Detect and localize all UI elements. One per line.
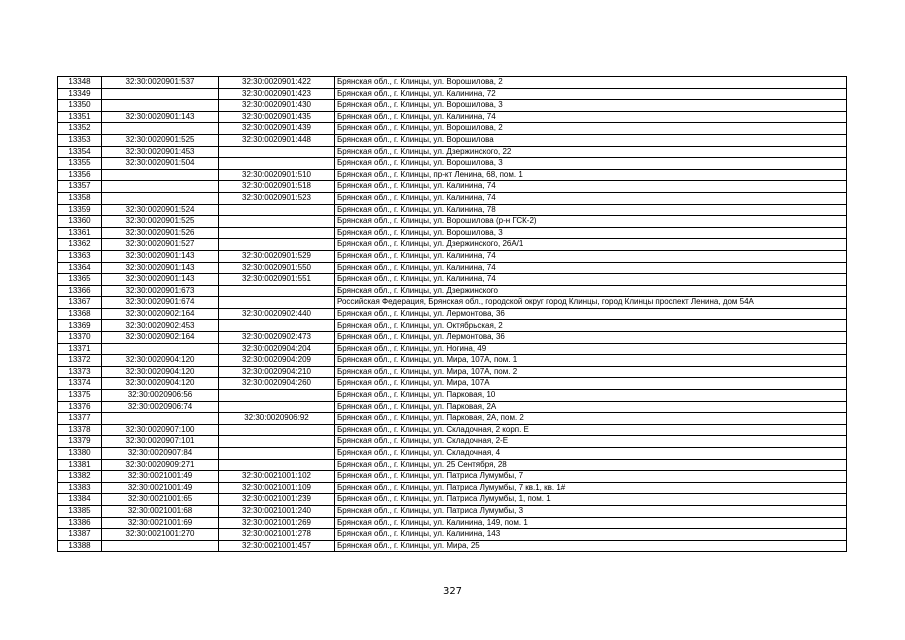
address-cell: Брянская обл., г. Клинцы, ул. Парковая, 2А — [335, 401, 847, 413]
related-cadastral-number-cell: 32:30:0021001:240 — [219, 505, 335, 517]
address-cell: Брянская обл., г. Клинцы, ул. Патриса Лумумбы, 7 — [335, 471, 847, 483]
row-number-cell: 13375 — [58, 390, 102, 402]
table-row — [58, 285, 847, 297]
cadastral-number-cell: 32:30:0020904:120 — [102, 378, 219, 390]
row-number-cell: 13362 — [58, 239, 102, 251]
address-cell: Брянская обл., г. Клинцы, ул. Калинина, 143 — [335, 529, 847, 541]
related-cadastral-number-cell — [219, 146, 335, 158]
cadastral-number-cell: 32:30:0020907:101 — [102, 436, 219, 448]
table-row — [58, 77, 847, 89]
row-number-cell: 13366 — [58, 285, 102, 297]
cadastral-number-cell: 32:30:0020901:527 — [102, 239, 219, 251]
row-number-cell: 13358 — [58, 192, 102, 204]
related-cadastral-number-cell — [219, 448, 335, 460]
address-cell: Брянская обл., г. Клинцы, ул. Ворошилова, 3 — [335, 227, 847, 239]
related-cadastral-number-cell: 32:30:0020901:518 — [219, 181, 335, 193]
table-row — [58, 227, 847, 239]
row-number-cell: 13388 — [58, 540, 102, 552]
related-cadastral-number-cell: 32:30:0020901:550 — [219, 262, 335, 274]
related-cadastral-number-cell: 32:30:0020904:209 — [219, 355, 335, 367]
address-cell: Брянская обл., г. Клинцы, ул. Калинина, 72 — [335, 88, 847, 100]
row-number-cell: 13355 — [58, 158, 102, 170]
table-row — [58, 297, 847, 309]
table-row — [58, 169, 847, 181]
related-cadastral-number-cell — [219, 459, 335, 471]
row-number-cell: 13349 — [58, 88, 102, 100]
row-number-cell: 13386 — [58, 517, 102, 529]
related-cadastral-number-cell: 32:30:0020901:435 — [219, 111, 335, 123]
table-row — [58, 181, 847, 193]
table-row — [58, 413, 847, 425]
address-cell: Брянская обл., г. Клинцы, ул. Мира, 107А, пом. 2 — [335, 366, 847, 378]
related-cadastral-number-cell — [219, 285, 335, 297]
related-cadastral-number-cell — [219, 436, 335, 448]
table-row — [58, 192, 847, 204]
cadastral-number-cell: 32:30:0020909:271 — [102, 459, 219, 471]
related-cadastral-number-cell: 32:30:0020904:204 — [219, 343, 335, 355]
cadastral-number-cell: 32:30:0021001:68 — [102, 505, 219, 517]
related-cadastral-number-cell: 32:30:0020904:210 — [219, 366, 335, 378]
cadastral-number-cell: 32:30:0020907:84 — [102, 448, 219, 460]
address-cell: Брянская обл., г. Клинцы, ул. Ворошилова, 3 — [335, 158, 847, 170]
row-number-cell: 13352 — [58, 123, 102, 135]
table-row — [58, 204, 847, 216]
related-cadastral-number-cell: 32:30:0020904:260 — [219, 378, 335, 390]
address-cell: Брянская обл., г. Клинцы, ул. Складочная, 2-Е — [335, 436, 847, 448]
table-row — [58, 100, 847, 112]
row-number-cell: 13348 — [58, 77, 102, 89]
related-cadastral-number-cell: 32:30:0020901:529 — [219, 250, 335, 262]
address-cell: Брянская обл., г. Клинцы, ул. Дзержинского — [335, 285, 847, 297]
row-number-cell: 13359 — [58, 204, 102, 216]
related-cadastral-number-cell — [219, 401, 335, 413]
table-row — [58, 158, 847, 170]
address-cell: Брянская обл., г. Клинцы, ул. Мира, 107А, пом. 1 — [335, 355, 847, 367]
table-row — [58, 320, 847, 332]
cadastral-number-cell: 32:30:0020901:674 — [102, 297, 219, 309]
cadastral-number-cell: 32:30:0020907:100 — [102, 424, 219, 436]
address-cell: Брянская обл., г. Клинцы, ул. Мира, 107А — [335, 378, 847, 390]
related-cadastral-number-cell: 32:30:0021001:102 — [219, 471, 335, 483]
related-cadastral-number-cell: 32:30:0020901:551 — [219, 274, 335, 286]
address-cell: Брянская обл., г. Клинцы, ул. Складочная, 4 — [335, 448, 847, 460]
table-row — [58, 459, 847, 471]
row-number-cell: 13351 — [58, 111, 102, 123]
cadastral-number-cell: 32:30:0021001:49 — [102, 482, 219, 494]
cadastral-number-cell: 32:30:0020902:453 — [102, 320, 219, 332]
row-number-cell: 13380 — [58, 448, 102, 460]
address-cell: Брянская обл., г. Клинцы, ул. Ворошилова, 2 — [335, 123, 847, 135]
row-number-cell: 13371 — [58, 343, 102, 355]
cadastral-number-cell: 32:30:0020904:120 — [102, 355, 219, 367]
address-cell: Брянская обл., г. Клинцы, ул. Калинина, 149, пом. 1 — [335, 517, 847, 529]
address-cell: Брянская обл., г. Клинцы, ул. Лермонтова, 36 — [335, 332, 847, 344]
cadastral-number-cell: 32:30:0020901:526 — [102, 227, 219, 239]
related-cadastral-number-cell — [219, 320, 335, 332]
cadastral-number-cell: 32:30:0020901:143 — [102, 262, 219, 274]
cadastral-number-cell — [102, 100, 219, 112]
cadastral-number-cell: 32:30:0020904:120 — [102, 366, 219, 378]
related-cadastral-number-cell — [219, 297, 335, 309]
row-number-cell: 13368 — [58, 308, 102, 320]
address-cell: Брянская обл., г. Клинцы, ул. Калинина, 74 — [335, 250, 847, 262]
cadastral-number-cell: 32:30:0021001:69 — [102, 517, 219, 529]
address-cell: Брянская обл., г. Клинцы, ул. Ворошилова, 3 — [335, 100, 847, 112]
address-cell: Брянская обл., г. Клинцы, ул. Парковая, 10 — [335, 390, 847, 402]
related-cadastral-number-cell: 32:30:0021001:239 — [219, 494, 335, 506]
cadastral-number-cell: 32:30:0020901:673 — [102, 285, 219, 297]
table-row — [58, 343, 847, 355]
related-cadastral-number-cell: 32:30:0020901:448 — [219, 134, 335, 146]
row-number-cell: 13372 — [58, 355, 102, 367]
address-cell: Брянская обл., г. Клинцы, ул. Патриса Лумумбы, 3 — [335, 505, 847, 517]
row-number-cell: 13387 — [58, 529, 102, 541]
cadastral-number-cell — [102, 192, 219, 204]
page-number: 327 — [442, 586, 463, 597]
table-row — [58, 378, 847, 390]
address-cell: Российская Федерация, Брянская обл., городской округ город Клинцы, город Клинцы проспект Ленина, дом 54А — [335, 297, 847, 309]
address-cell: Брянская обл., г. Клинцы, ул. Мира, 25 — [335, 540, 847, 552]
cadastral-number-cell — [102, 88, 219, 100]
row-number-cell: 13367 — [58, 297, 102, 309]
table-row — [58, 517, 847, 529]
row-number-cell: 13377 — [58, 413, 102, 425]
row-number-cell: 13376 — [58, 401, 102, 413]
row-number-cell: 13378 — [58, 424, 102, 436]
row-number-cell: 13385 — [58, 505, 102, 517]
table-row — [58, 540, 847, 552]
cadastral-number-cell: 32:30:0020902:164 — [102, 332, 219, 344]
row-number-cell: 13384 — [58, 494, 102, 506]
related-cadastral-number-cell: 32:30:0021001:457 — [219, 540, 335, 552]
related-cadastral-number-cell: 32:30:0020901:510 — [219, 169, 335, 181]
row-number-cell: 13350 — [58, 100, 102, 112]
cadastral-number-cell — [102, 181, 219, 193]
table-row — [58, 274, 847, 286]
table-row — [58, 471, 847, 483]
related-cadastral-number-cell: 32:30:0020901:523 — [219, 192, 335, 204]
address-cell: Брянская обл., г. Клинцы, ул. Ворошилова (р-н ГСК-2) — [335, 216, 847, 228]
address-cell: Брянская обл., г. Клинцы, ул. Патриса Лумумбы, 1, пом. 1 — [335, 494, 847, 506]
row-number-cell: 13353 — [58, 134, 102, 146]
related-cadastral-number-cell: 32:30:0020906:92 — [219, 413, 335, 425]
table-row — [58, 134, 847, 146]
cadastral-number-cell: 32:30:0020901:453 — [102, 146, 219, 158]
row-number-cell: 13364 — [58, 262, 102, 274]
row-number-cell: 13373 — [58, 366, 102, 378]
row-number-cell: 13365 — [58, 274, 102, 286]
table-row — [58, 366, 847, 378]
row-number-cell: 13374 — [58, 378, 102, 390]
cadastral-number-cell: 32:30:0020901:525 — [102, 216, 219, 228]
related-cadastral-number-cell: 32:30:0020901:439 — [219, 123, 335, 135]
table-row — [58, 250, 847, 262]
address-cell: Брянская обл., г. Клинцы, пр-кт Ленина, 68, пом. 1 — [335, 169, 847, 181]
table-row — [58, 216, 847, 228]
row-number-cell: 13354 — [58, 146, 102, 158]
table-row — [58, 448, 847, 460]
cadastral-number-cell: 32:30:0020901:504 — [102, 158, 219, 170]
cadastral-number-cell: 32:30:0020901:524 — [102, 204, 219, 216]
cadastral-number-cell: 32:30:0021001:49 — [102, 471, 219, 483]
registry-table-body — [58, 77, 847, 552]
cadastral-number-cell — [102, 169, 219, 181]
table-row — [58, 529, 847, 541]
cadastral-number-cell: 32:30:0020902:164 — [102, 308, 219, 320]
address-cell: Брянская обл., г. Клинцы, ул. Октябрьская, 2 — [335, 320, 847, 332]
related-cadastral-number-cell — [219, 216, 335, 228]
table-row — [58, 436, 847, 448]
cadastral-number-cell: 32:30:0020906:56 — [102, 390, 219, 402]
table-row — [58, 308, 847, 320]
row-number-cell: 13363 — [58, 250, 102, 262]
address-cell: Брянская обл., г. Клинцы, ул. Лермонтова, 36 — [335, 308, 847, 320]
address-cell: Брянская обл., г. Клинцы, ул. Калинина, 78 — [335, 204, 847, 216]
related-cadastral-number-cell — [219, 227, 335, 239]
related-cadastral-number-cell — [219, 424, 335, 436]
related-cadastral-number-cell: 32:30:0020902:473 — [219, 332, 335, 344]
row-number-cell: 13381 — [58, 459, 102, 471]
related-cadastral-number-cell: 32:30:0020901:423 — [219, 88, 335, 100]
row-number-cell: 13356 — [58, 169, 102, 181]
address-cell: Брянская обл., г. Клинцы, ул. Калинина, 74 — [335, 111, 847, 123]
address-cell: Брянская обл., г. Клинцы, ул. Патриса Лумумбы, 7 кв.1, кв. 1# — [335, 482, 847, 494]
row-number-cell: 13369 — [58, 320, 102, 332]
related-cadastral-number-cell: 32:30:0020902:440 — [219, 308, 335, 320]
table-row — [58, 111, 847, 123]
table-row — [58, 482, 847, 494]
address-cell: Брянская обл., г. Клинцы, ул. Калинина, 74 — [335, 192, 847, 204]
cadastral-number-cell: 32:30:0020906:74 — [102, 401, 219, 413]
address-cell: Брянская обл., г. Клинцы, ул. Складочная, 2 корп. Е — [335, 424, 847, 436]
related-cadastral-number-cell: 32:30:0020901:422 — [219, 77, 335, 89]
address-cell: Брянская обл., г. Клинцы, ул. 25 Сентября, 28 — [335, 459, 847, 471]
row-number-cell: 13370 — [58, 332, 102, 344]
row-number-cell: 13361 — [58, 227, 102, 239]
cadastral-number-cell: 32:30:0020901:525 — [102, 134, 219, 146]
table-row — [58, 332, 847, 344]
table-row — [58, 494, 847, 506]
related-cadastral-number-cell — [219, 204, 335, 216]
cadastral-number-cell — [102, 343, 219, 355]
related-cadastral-number-cell: 32:30:0021001:109 — [219, 482, 335, 494]
address-cell: Брянская обл., г. Клинцы, ул. Дзержинского, 22 — [335, 146, 847, 158]
table-row — [58, 390, 847, 402]
row-number-cell: 13383 — [58, 482, 102, 494]
row-number-cell: 13382 — [58, 471, 102, 483]
related-cadastral-number-cell: 32:30:0021001:278 — [219, 529, 335, 541]
address-cell: Брянская обл., г. Клинцы, ул. Калинина, 74 — [335, 262, 847, 274]
cadastral-number-cell — [102, 540, 219, 552]
row-number-cell: 13360 — [58, 216, 102, 228]
address-cell: Брянская обл., г. Клинцы, ул. Дзержинского, 26А/1 — [335, 239, 847, 251]
row-number-cell: 13379 — [58, 436, 102, 448]
cadastral-number-cell: 32:30:0020901:143 — [102, 274, 219, 286]
address-cell: Брянская обл., г. Клинцы, ул. Ворошилова — [335, 134, 847, 146]
cadastral-number-cell: 32:30:0021001:270 — [102, 529, 219, 541]
address-cell: Брянская обл., г. Клинцы, ул. Ворошилова, 2 — [335, 77, 847, 89]
cadastral-number-cell: 32:30:0020901:537 — [102, 77, 219, 89]
table-row — [58, 355, 847, 367]
table-row — [58, 123, 847, 135]
related-cadastral-number-cell — [219, 390, 335, 402]
related-cadastral-number-cell — [219, 239, 335, 251]
table-row — [58, 146, 847, 158]
address-cell: Брянская обл., г. Клинцы, ул. Ногина, 49 — [335, 343, 847, 355]
table-row — [58, 401, 847, 413]
table-row — [58, 424, 847, 436]
address-cell: Брянская обл., г. Клинцы, ул. Парковая, 2А, пом. 2 — [335, 413, 847, 425]
related-cadastral-number-cell — [219, 158, 335, 170]
address-cell: Брянская обл., г. Клинцы, ул. Калинина, 74 — [335, 181, 847, 193]
table-row — [58, 505, 847, 517]
address-cell: Брянская обл., г. Клинцы, ул. Калинина, 74 — [335, 274, 847, 286]
cadastral-number-cell: 32:30:0020901:143 — [102, 250, 219, 262]
table-row — [58, 88, 847, 100]
related-cadastral-number-cell: 32:30:0020901:430 — [219, 100, 335, 112]
cadastral-number-cell — [102, 123, 219, 135]
cadastral-number-cell: 32:30:0021001:65 — [102, 494, 219, 506]
related-cadastral-number-cell: 32:30:0021001:269 — [219, 517, 335, 529]
row-number-cell: 13357 — [58, 181, 102, 193]
cadastral-number-cell: 32:30:0020901:143 — [102, 111, 219, 123]
table-row — [58, 262, 847, 274]
registry-table — [57, 76, 847, 552]
table-row — [58, 239, 847, 251]
cadastral-number-cell — [102, 413, 219, 425]
